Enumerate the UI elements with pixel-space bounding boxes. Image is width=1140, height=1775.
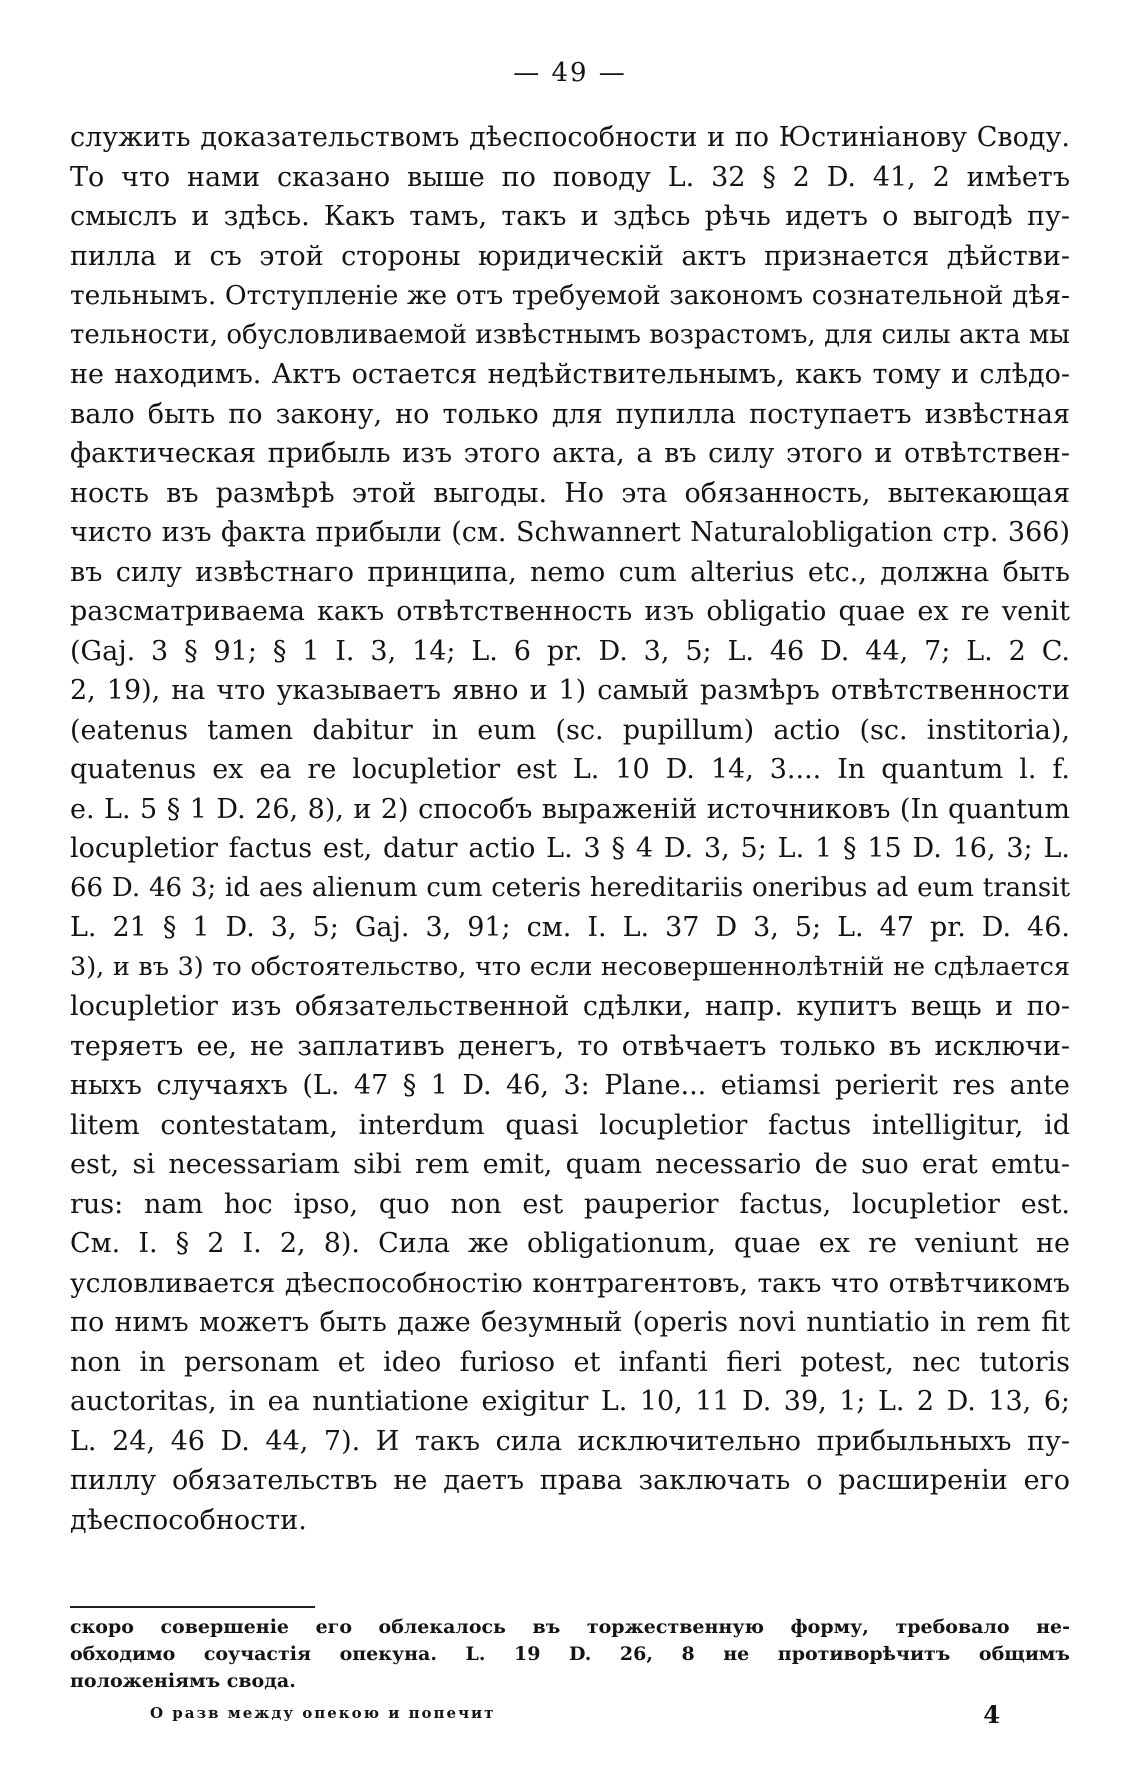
footnote bbox=[70, 1614, 1070, 1695]
text-line: смыслъ и здѣсь. Какъ тамъ, такъ и здѣсь рѣчь идетъ о выгодѣ пу- bbox=[70, 201, 1070, 232]
signature-row bbox=[150, 1700, 1000, 1730]
text-line: тельнымъ. Отступленіе же отъ требуемой закономъ сознательной дѣя- bbox=[70, 280, 1070, 311]
text-line: litem contestatam, interdum quasi locupletior factus intelligitur, id bbox=[70, 1109, 1070, 1141]
text-line: auctoritas, in ea nuntiatione exigitur L. 10, 11 D. 39, 1; L. 2 D. 13, 6; bbox=[70, 1386, 1070, 1417]
text-line: служить доказательствомъ дѣеспособности и по Юстиніанову Своду. bbox=[70, 122, 1070, 153]
text-line: не находимъ. Актъ остается недѣйствительнымъ, какъ тому и слѣдо- bbox=[70, 359, 1070, 390]
text-line: ность въ размѣрѣ этой выгоды. Но эта обязанность, вытекающая bbox=[70, 477, 1070, 509]
text-line: пилла и съ этой стороны юридическій актъ признается дѣйстви- bbox=[70, 240, 1070, 272]
footnote-line: скоро совершеніе его облекалось въ торжественную форму, требовало не- bbox=[70, 1616, 1070, 1638]
text-line: e. L. 5 § 1 D. 26, 8), и 2) способъ выраженій источниковъ (In quantum bbox=[70, 793, 1070, 825]
text-line: фактическая прибыль изъ этого акта, а въ силу этого и отвѣтствен- bbox=[70, 438, 1070, 469]
text-line: См. I. § 2 I. 2, 8). Сила же obligationum, quae ex re veniunt не bbox=[70, 1228, 1070, 1259]
text-line: 3), и въ 3) то обстоятельство, что если несовершеннолѣтній не сдѣлается bbox=[70, 951, 1070, 982]
text-line: quatenus ex ea re locupletior est L. 10 D. 14, 3.... In quantum l. f. bbox=[70, 754, 1070, 785]
text-line: (Gaj. 3 § 91; § 1 I. 3, 14; L. 6 pr. D. 3, 5; L. 46 D. 44, 7; L. 2 C. bbox=[70, 635, 1070, 667]
text-line: чисто изъ факта прибыли (см. Schwannert Naturalobligation стр. 366) bbox=[70, 517, 1070, 548]
text-line: теряетъ ее, не заплативъ денегъ, то отвѣчаетъ только въ исключи- bbox=[70, 1030, 1070, 1062]
text-line: вало быть по закону, но только для пупилла поступаетъ извѣстная bbox=[70, 398, 1070, 430]
text-line: въ силу извѣстнаго принципа, nemo cum alterius etc., должна быть bbox=[70, 556, 1070, 588]
footnote-divider bbox=[70, 1606, 315, 1608]
text-line: разсматриваема какъ отвѣтственность изъ obligatio quae ex re venit bbox=[70, 596, 1070, 627]
page-number: — 49 — bbox=[513, 58, 627, 88]
footnote-line: положеніямъ свода. bbox=[70, 1670, 296, 1692]
text-line: пиллу обязательствъ не даетъ права заключать о расширеніи его bbox=[70, 1465, 1070, 1496]
text-line: locupletior factus est, datur actio L. 3 § 4 D. 3, 5; L. 1 § 15 D. 16, 3; L. bbox=[70, 833, 1070, 864]
sheet-mark: 4 bbox=[983, 1700, 1000, 1729]
text-line: locupletior изъ обязательственной сдѣлки, напр. купитъ вещь и по- bbox=[70, 991, 1070, 1022]
footnote-line: обходимо соучастія опекуна. L. 19 D. 26, 8 не противорѣчитъ общимъ bbox=[70, 1643, 1070, 1665]
text-line: То что нами сказано выше по поводу L. 32 § 2 D. 41, 2 имѣетъ bbox=[70, 161, 1070, 193]
text-line: 2, 19), на что указываетъ явно и 1) самый размѣръ отвѣтственности bbox=[70, 675, 1070, 706]
text-line: условливается дѣеспособностію контрагентовъ, такъ что отвѣтчикомъ bbox=[70, 1267, 1070, 1299]
text-line: по нимъ можетъ быть даже безумный (operis novi nuntiatio in rem fit bbox=[70, 1307, 1070, 1338]
text-line: ныхъ случаяхъ (L. 47 § 1 D. 46, 3: Plane... etiamsi perierit res ante bbox=[70, 1070, 1070, 1101]
body-text bbox=[70, 118, 1070, 1540]
text-line: est, si necessariam sibi rem emit, quam necessario de suo erat emtu- bbox=[70, 1149, 1070, 1180]
printer-signature: О разв между опекою и попечит bbox=[150, 1704, 496, 1722]
text-line: 66 D. 46 3; id aes alienum cum ceteris hereditariis oneribus ad eum transit bbox=[70, 872, 1070, 903]
text-line: non in personam et ideo furioso et infanti fieri potest, nec tutoris bbox=[70, 1346, 1070, 1378]
text-line: (eatenus tamen dabitur in eum (sc. pupillum) actio (sc. institoria), bbox=[70, 714, 1070, 746]
text-line: rus: nam hoc ipso, quo non est pauperior factus, locupletior est. bbox=[70, 1188, 1070, 1220]
text-line: L. 21 § 1 D. 3, 5; Gaj. 3, 91; см. I. L. 37 D 3, 5; L. 47 pr. D. 46. bbox=[70, 912, 1070, 943]
text-line: тельности, обусловливаемой извѣстнымъ возрастомъ, для силы акта мы bbox=[70, 319, 1070, 350]
text-line: дѣеспособности. bbox=[70, 1504, 307, 1536]
text-line: L. 24, 46 D. 44, 7). И такъ сила исключительно прибыльныхъ пу- bbox=[70, 1425, 1070, 1457]
